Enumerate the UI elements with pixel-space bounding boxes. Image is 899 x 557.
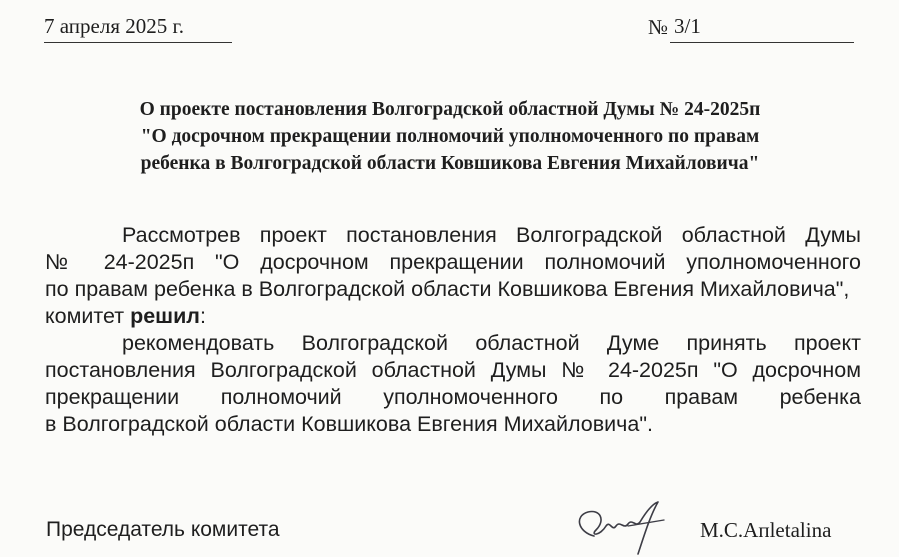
signature-icon [566, 496, 676, 557]
signer-name: М.С.Апletalina [700, 518, 832, 542]
committee-decision-line [45, 303, 861, 330]
document-title [40, 96, 860, 177]
title-line: ребенка в Волгоградской области Ковшикова Евгения Михайловича" [140, 153, 760, 174]
body-line: № 24-2025п "О досрочном прекращении полномочий уполномоченного [45, 250, 861, 274]
title-line: "О досрочном прекращении полномочий уполномоченного по правам [140, 126, 760, 147]
decided-word: решил [130, 304, 200, 328]
body-line: Рассмотрев проект постановления Волгоградской областной Думы [122, 223, 861, 247]
number-sign: № [648, 15, 669, 39]
document-date: 7 апреля 2025 г. [44, 14, 232, 43]
body-line: в Волгоградской области Ковшикова Евгения Михайловича". [45, 412, 653, 436]
body-line: по правам ребенка в Волгоградской области Ковшикова Евгения Михайловича", [45, 277, 850, 301]
decided-suffix: : [199, 304, 206, 328]
document-number: 3/1 [670, 14, 854, 43]
chair-label: Председатель комитета [46, 518, 280, 541]
body-line: прекращении полномочий уполномоченного по правам ребенка [45, 385, 861, 409]
committee-prefix: комитет [45, 304, 131, 328]
document-number-block [648, 14, 854, 43]
title-line: О проекте постановления Волгоградской областной Думы № 24-2025п [139, 99, 761, 120]
body-line: рекомендовать Волгоградской областной Думе принять проект [122, 331, 861, 355]
body-line: постановления Волгоградской областной Думы № 24-2025п "О досрочном [45, 358, 861, 382]
